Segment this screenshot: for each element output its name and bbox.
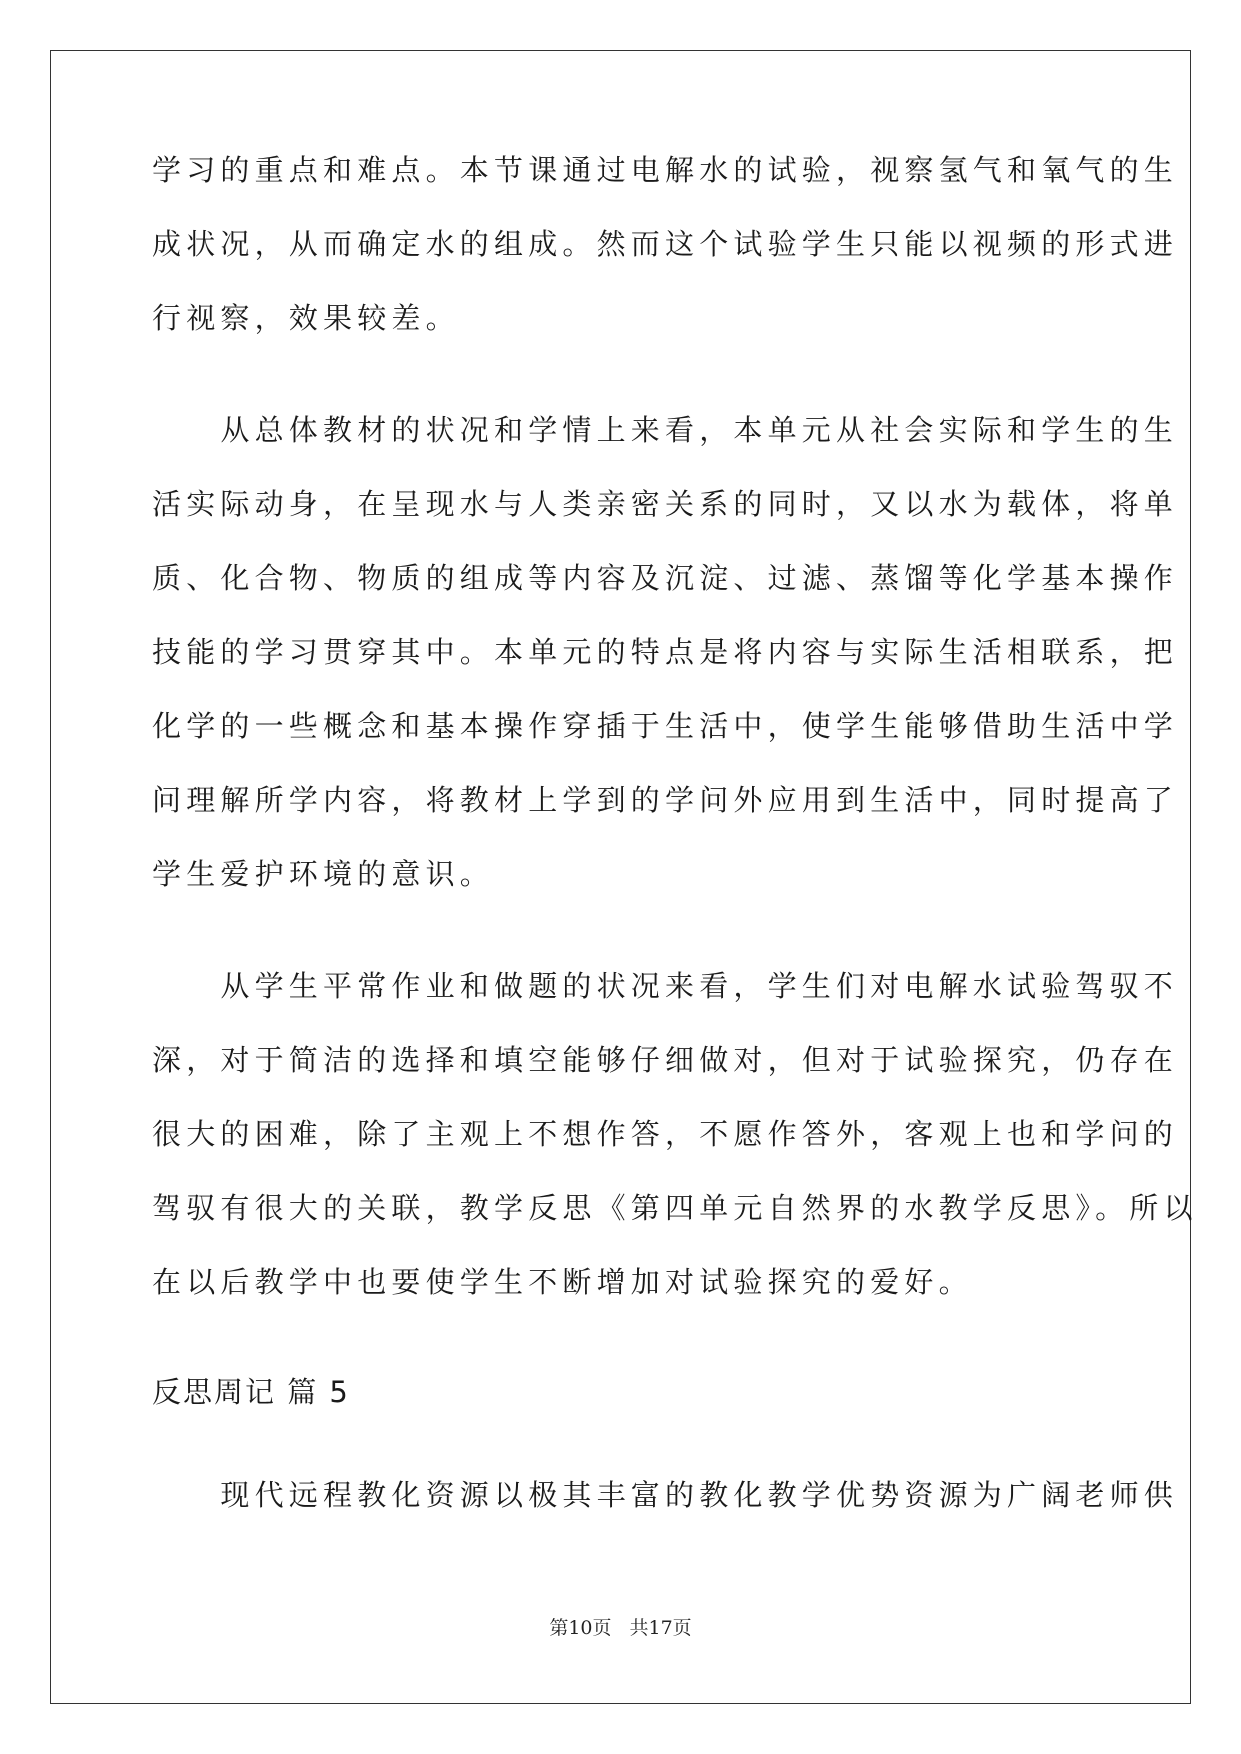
text-line: 现代远程教化资源以极其丰富的教化教学优势资源为广阔老师供: [152, 1478, 1179, 1512]
page-total: 共17页: [629, 1617, 692, 1639]
text-line: 很大的困难，除了主观上不想作答，不愿作答外，客观上也和学问的: [152, 1117, 1179, 1151]
text-line: 化学的一些概念和基本操作穿插于生活中，使学生能够借助生活中学: [152, 709, 1179, 743]
text-line: 成状况，从而确定水的组成。然而这个试验学生只能以视频的形式进: [152, 227, 1179, 261]
page-footer: [0, 1613, 1241, 1640]
text-line: 质、化合物、物质的组成等内容及沉淀、过滤、蒸馏等化学基本操作: [152, 561, 1179, 595]
text-line: 问理解所学内容，将教材上学到的学问外应用到生活中，同时提高了: [152, 783, 1179, 817]
section-heading: 反思周记 篇 5: [152, 1375, 350, 1409]
text-line: 行视察，效果较差。: [152, 301, 460, 335]
text-line: 驾驭有很大的关联，教学反思《第四单元自然界的水教学反思》。所以: [152, 1191, 1198, 1225]
text-line: 技能的学习贯穿其中。本单元的特点是将内容与实际生活相联系，把: [152, 635, 1179, 669]
page-current: 第10页: [549, 1617, 612, 1639]
text-line: 深，对于简洁的选择和填空能够仔细做对，但对于试验探究，仍存在: [152, 1043, 1179, 1077]
text-line: 活实际动身，在呈现水与人类亲密关系的同时，又以水为载体，将单: [152, 487, 1179, 521]
text-line: 在以后教学中也要使学生不断增加对试验探究的爱好。: [152, 1265, 973, 1299]
text-line: 从总体教材的状况和学情上来看，本单元从社会实际和学生的生: [152, 413, 1179, 447]
text-line: 学习的重点和难点。本节课通过电解水的试验，视察氢气和氧气的生: [152, 153, 1179, 187]
text-line: 从学生平常作业和做题的状况来看，学生们对电解水试验驾驭不: [152, 969, 1179, 1003]
text-line: 学生爱护环境的意识。: [152, 857, 495, 891]
